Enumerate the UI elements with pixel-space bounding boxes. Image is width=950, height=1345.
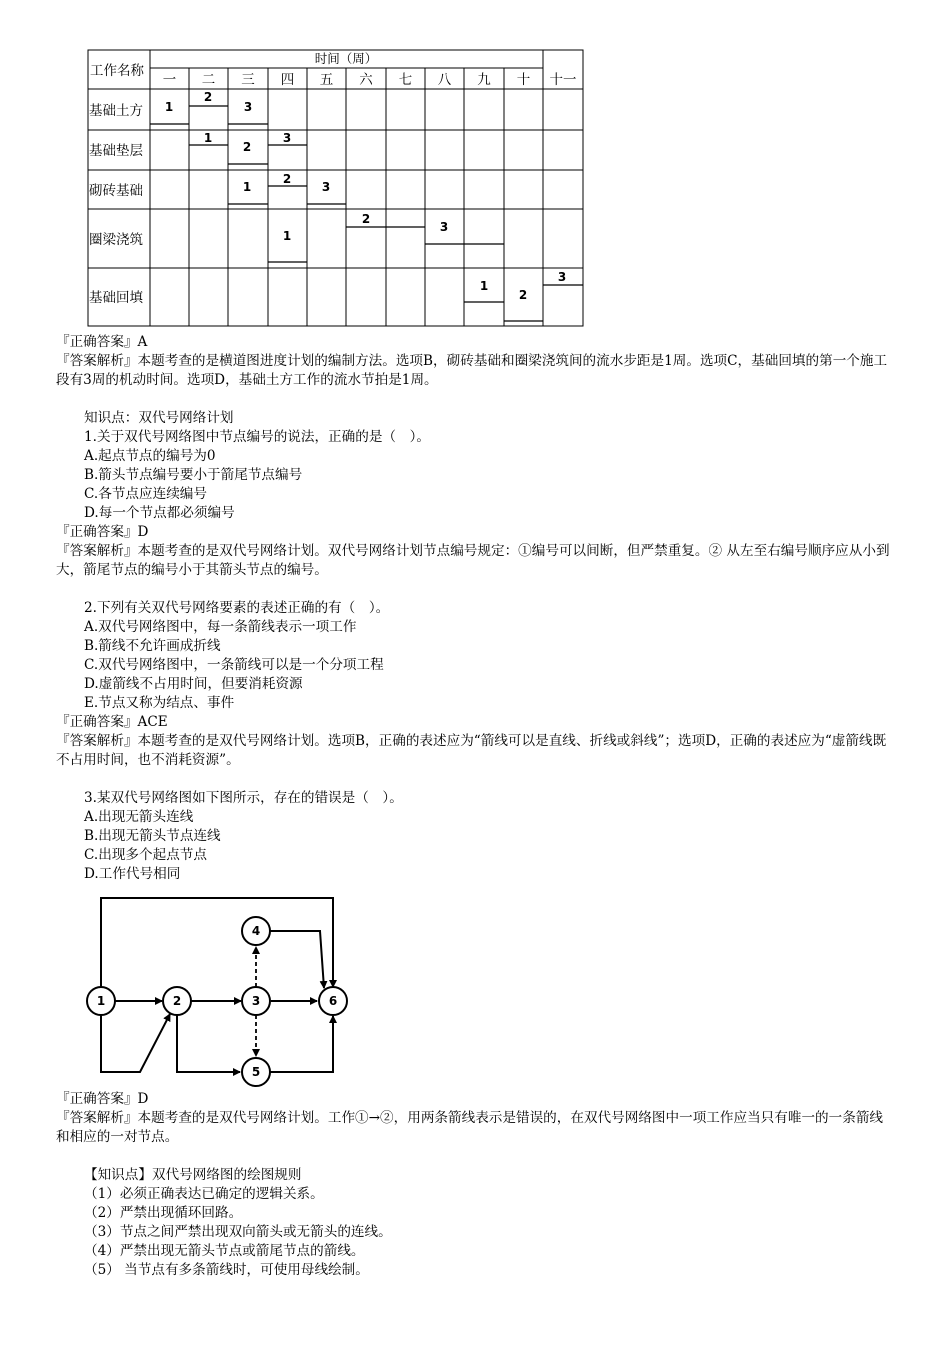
gantt-header-name: 工作名称	[90, 63, 144, 79]
week-label: 七	[398, 72, 413, 88]
answer-q1: 『正确答案』D	[56, 524, 149, 540]
week-label: 九	[477, 72, 491, 88]
drawing-rule: （1）必须正确表达已确定的逻辑关系。	[84, 1186, 324, 1202]
analysis-q2: 『答案解析』本题考查的是双代号网络计划。选项B，正确的表述应为“箭线可以是直线、折线或斜线”；选项D，正确的表述应为“虚箭线既不占用时间，也不消耗资源”。	[56, 733, 887, 768]
week-label: 三	[241, 72, 255, 88]
gantt-header-time: 时间（周）	[314, 51, 378, 66]
q2-option-b: B.箭线不允许画成折线	[84, 638, 221, 654]
network-diagram	[0, 888, 950, 1088]
segment-label: 2	[282, 172, 292, 186]
node-label: 4	[251, 924, 261, 938]
node-label: 3	[251, 994, 261, 1008]
row-label: 基础回填	[89, 290, 143, 306]
segment-label: 1	[242, 180, 252, 194]
row-label: 圈梁浇筑	[89, 232, 143, 248]
segment-label: 2	[203, 90, 213, 104]
drawing-rules-title: 【知识点】双代号网络图的绘图规则	[84, 1167, 302, 1183]
answer-q0: 『正确答案』A	[56, 334, 148, 350]
gantt-chart	[0, 0, 950, 335]
analysis-q0: 『答案解析』本题考查的是横道图进度计划的编制方法。选项B，砌砖基础和圈梁浇筑间的流水步距是1周。选项C，基础回填的第一个施工段有3周的机动时间。选项D，基础土方工作的流水节拍是1周。	[56, 353, 888, 388]
row-label: 基础垫层	[89, 143, 143, 159]
segment-label: 3	[282, 131, 292, 145]
row-label: 基础土方	[89, 103, 143, 119]
analysis-q3: 『答案解析』本题考查的是双代号网络计划。工作①→②，用两条箭线表示是错误的，在双代号网络图中一项工作应当只有唯一的一条箭线和相应的一对节点。	[56, 1110, 884, 1145]
node-label: 6	[328, 994, 338, 1008]
drawing-rule: （5） 当节点有多条箭线时，可使用母线绘制。	[84, 1262, 369, 1278]
q1-option-a: A.起点节点的编号为0	[84, 448, 216, 464]
arrow-2-5	[177, 1015, 240, 1072]
segment-label: 1	[164, 100, 174, 114]
q3-option-a: A.出现无箭头连线	[84, 809, 194, 825]
segment-label: 1	[282, 229, 292, 243]
arrow-5-6	[270, 1016, 333, 1072]
segment-label: 3	[321, 180, 331, 194]
arrow-1-6-top	[101, 898, 333, 988]
row-label: 砌砖基础	[89, 183, 143, 199]
arrow-1-2-bottom	[101, 1014, 170, 1072]
node-label: 5	[251, 1065, 261, 1079]
week-label: 六	[359, 72, 373, 88]
segment-label: 2	[361, 212, 371, 226]
segment-label: 1	[479, 279, 489, 293]
arrow-4-6	[270, 931, 324, 988]
segment-label: 2	[518, 288, 528, 302]
week-label: 十一	[549, 72, 577, 88]
question-3-stem: 3.某双代号网络图如下图所示，存在的错误是（ ）。	[84, 790, 403, 806]
q2-option-a: A.双代号网络图中，每一条箭线表示一项工作	[84, 619, 357, 635]
week-label: 二	[201, 72, 216, 88]
q1-option-d: D.每一个节点都必须编号	[84, 505, 235, 521]
analysis-q1: 『答案解析』本题考查的是双代号网络计划。双代号网络计划节点编号规定：①编号可以间断，但严禁重复。② 从左至右编号顺序应从小到大，箭尾节点的编号小于其箭头节点的编号。	[56, 543, 890, 578]
q3-option-b: B.出现无箭头节点连线	[84, 828, 221, 844]
knowledge-point-title: 知识点：双代号网络计划	[84, 410, 234, 426]
question-2-stem: 2.下列有关双代号网络要素的表述正确的有（ ）。	[84, 600, 390, 616]
q3-option-c: C.出现多个起点节点	[84, 847, 207, 863]
segment-label: 3	[439, 220, 449, 234]
segment-label: 3	[557, 270, 567, 284]
q1-option-b: B.箭头节点编号要小于箭尾节点编号	[84, 467, 303, 483]
q1-option-c: C.各节点应连续编号	[84, 486, 207, 502]
q3-option-d: D.工作代号相同	[84, 866, 181, 882]
week-label: 十	[516, 72, 531, 88]
week-label: 一	[162, 72, 177, 88]
q2-option-c: C.双代号网络图中，一条箭线可以是一个分项工程	[84, 657, 384, 673]
segment-label: 2	[242, 140, 252, 154]
segment-label: 1	[203, 131, 213, 145]
node-label: 2	[172, 994, 182, 1008]
week-label: 四	[280, 72, 295, 88]
node-label: 1	[96, 994, 106, 1008]
answer-q3: 『正确答案』D	[56, 1091, 149, 1107]
segment-label: 3	[243, 100, 253, 114]
q2-option-e: E.节点又称为结点、事件	[84, 695, 235, 711]
question-1-stem: 1.关于双代号网络图中节点编号的说法，正确的是（ ）。	[84, 429, 431, 445]
drawing-rule: （3）节点之间严禁出现双向箭头或无箭头的连线。	[84, 1224, 392, 1240]
week-label: 五	[319, 72, 334, 88]
drawing-rule: （2）严禁出现循环回路。	[84, 1205, 243, 1221]
week-label: 八	[437, 72, 452, 88]
q2-option-d: D.虚箭线不占用时间，但要消耗资源	[84, 676, 303, 692]
drawing-rule: （4）严禁出现无箭头节点或箭尾节点的箭线。	[84, 1243, 365, 1259]
answer-q2: 『正确答案』ACE	[56, 714, 168, 730]
